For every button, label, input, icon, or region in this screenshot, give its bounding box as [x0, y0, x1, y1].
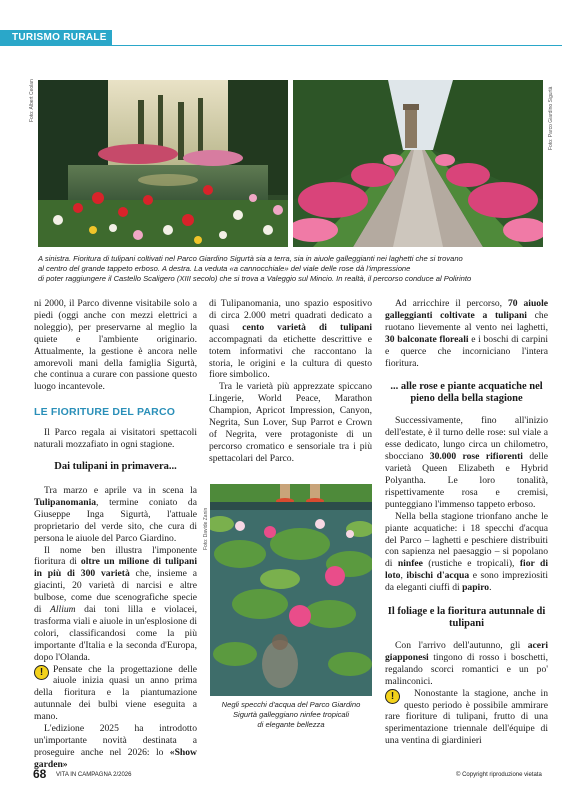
- col3-paragraph: Successivamente, fino all'inizio dell'estate, è il turno delle rose: sul viale a esse dedicato, lungo circa un chilometro, sbocciano 30.000 rose rifiorenti delle varietà Queen Elizabeth e Hybrid Polyantha. Le loro tonalità, rispettivamente rosa e cremisi, punteggiano l'immenso tappeto erboso.: [385, 415, 548, 510]
- footer-copyright: © Copyright riproduzione vietata: [456, 772, 542, 778]
- heading-rose: ... alle rose e piante acquatiche nel pieno della bella stagione: [390, 381, 543, 405]
- col3-paragraph: Ad arricchire il percorso, 70 aiuole galleggianti coltivate a tulipani che ruotano lievemente al vento nei laghetti, 30 balconate floreali e i boschi di carpini e querce che incorniciano l'intera fioritura.: [385, 298, 548, 369]
- photo-water-lilies: [210, 484, 372, 696]
- col2-paragraph: Tra le varietà più apprezzate spiccano Lingerie, World Peace, Marathon Champion, Apricot Impression, Canyon, Negrita, Sun Lover, Sup Parrot e Crown of Negrita, vere protagoniste di un percorso cromatico e sensoriale tra i più spettacolari del Parco.: [209, 381, 372, 464]
- warning-icon: !: [34, 665, 49, 680]
- caption-top-line: di poter raggiungere il Castello Scaligero (XIII secolo) che si trova a Valeggio sul Mincio. In realtà, il percorso conduce al Polirinto: [38, 274, 472, 283]
- col1-paragraph: Il nome ben illustra l'imponente fioritura di oltre un milione di tulipani in più di 300 varietà che, insieme a giacinti, 20 varietà di narcisi e altre bulbose, come due scenografiche specie di Allium dai toni lilla e violacei, trasforma viali e aiuole in un'esplosione di colori, classificandosi come la più importante d'Italia e la seconda d'Europa, dopo l'Olanda.: [34, 544, 197, 663]
- col3-paragraph: Con l'arrivo dell'autunno, gli aceri giapponesi tingono di rosso i boschetti, regalando scorci romantici e un po' malinconici.: [385, 640, 548, 687]
- footer-magazine: VITA IN CAMPAGNA 2/2026: [56, 772, 132, 778]
- col1-paragraph: ni 2000, il Parco divenne visitabile solo a piedi (oggi anche con mezzi elettrici a noleggio), per preservarne al meglio la quiete e l'ambiente originario. Attualmente, la gestione è ancora nelle amorevoli mani della famiglia Sigurtà, che continua a curare con passione questo luogo incantevole.: [34, 298, 197, 393]
- col3-paragraph: Nella bella stagione trionfano anche le piante acquatiche: i 18 specchi d'acqua del Parco – laghetti e peschiere distribuiti con sapienza nel paesaggio – si popolano di ninfee (rustiche e tropicali), fior di loto, ibischi d'acqua e sono impreziositi da eleganti ciuffi di papiro.: [385, 510, 549, 594]
- section-tag: TURISMO RURALE: [0, 30, 112, 46]
- column-2: [209, 298, 372, 465]
- page-number: 68: [33, 767, 47, 781]
- warning-icon: !: [385, 689, 400, 704]
- col1-paragraph: ! Pensate che la progettazione delle aiuole inizia quasi un anno prima della fioritura e la piantumazione autunnale dei bulbi viene eseguita a mano.: [34, 663, 197, 723]
- col1-paragraph: L'edizione 2025 ha introdotto un'importante novità destinata a proseguire anche nel 2026: lo «Show garden»: [34, 723, 197, 770]
- col1-paragraph: Il Parco regala ai visitatori spettacoli naturali mozzafiato in ogni stagione.: [34, 427, 197, 451]
- caption-top-line: al centro del grande tappeto erboso. A destra. La veduta «a cannocchiale» del viale delle rose dà l'impressione: [38, 264, 411, 273]
- credit-photo-mid: Foto: Davide Zanin: [203, 507, 209, 550]
- photo-tulips-pond: [38, 80, 288, 247]
- credit-photo-right: Foto: Parco Giardino Sigurtà: [548, 86, 554, 150]
- photo-rose-avenue: [293, 80, 543, 247]
- caption-mid-line: di elegante bellezza: [257, 720, 325, 729]
- column-3: [385, 298, 548, 747]
- credit-photo-left: Foto: Albert Ceolan: [29, 79, 35, 122]
- heading-fioriture: LE FIORITURE DEL PARCO: [34, 406, 176, 419]
- col1-paragraph: Tra marzo e aprile va in scena la Tulipanomania, termine coniato da Giuseppe Inga Sigurtà, l'attuale proprietario del verde sito, che cura di persona le aiuole del Parco Giardino.: [34, 484, 197, 544]
- section-rule: [112, 45, 562, 46]
- caption-mid-line: Negli specchi d'acqua del Parco Giardino: [221, 700, 361, 709]
- heading-tulipani: Dai tulipani in primavera...: [54, 460, 177, 472]
- col2-paragraph: di Tulipanomania, uno spazio espositivo di circa 2.000 metri quadrati dedicato a quasi cento varietà di tulipani accompagnati da etichette descrittive e totem informativi che raccontano la storia, le origini e la cultura di questo fiore simbolico.: [209, 298, 372, 381]
- caption-top-line: A sinistra. Fioritura di tulipani coltivati nel Parco Giardino Sigurtà sia a terra, sia in aiuole galleggianti nei laghetti che si trovano: [38, 254, 463, 263]
- caption-top: [38, 254, 548, 284]
- heading-foliage: Il foliage e la fioritura autunnale di tulipani: [387, 606, 546, 630]
- column-1: [34, 298, 197, 771]
- col3-paragraph: ! Nonostante la stagione, anche in questo periodo è possibile ammirare rare fioriture di tulipani, frutto di una sperimentazione triennale dell'équipe di una ventina di giardinieri: [385, 687, 548, 747]
- caption-mid-line: Sigurtà galleggiano ninfee tropicali: [232, 710, 350, 719]
- caption-mid: [205, 700, 377, 730]
